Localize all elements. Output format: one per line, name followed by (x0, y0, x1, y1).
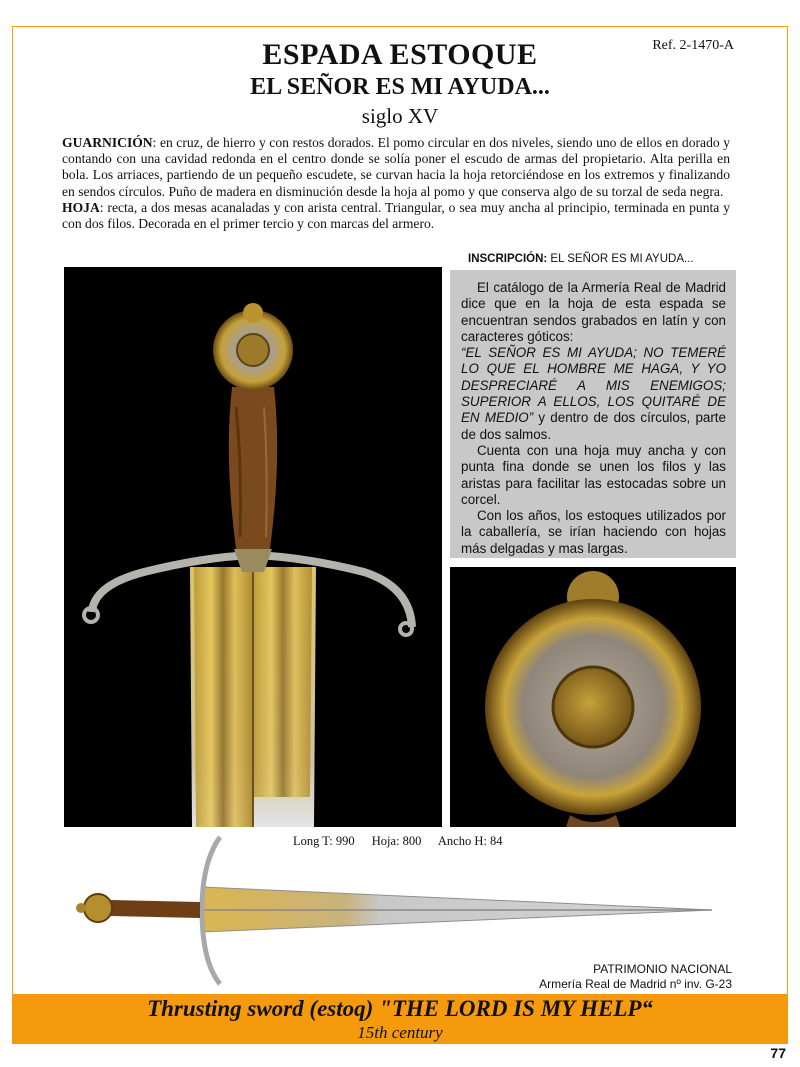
inscription-label: INSCRIPCIÓN: (468, 253, 548, 265)
hoja-text: : recta, a dos mesas acanaladas y con arista central. Triangular, o sea muy ancha al principio, terminada en punta y con dos filos. Decorada en el primer tercio y con marcas del armero. (62, 199, 730, 232)
pommel-illustration (450, 567, 736, 827)
catalog-note-box (450, 270, 736, 558)
sword-hilt-illustration (64, 267, 442, 827)
guarnicion-text: : en cruz, de hierro y con restos dorados. El pomo circular en dos niveles, siendo uno de ellos en dorado y contando con una cavidad redonda en el centro donde se solía poner el escudo de armas del propietario. Alta perilla en bola. Los arriaces, partiendo de un pequeño escudete, se curvan hacia la hoja retorciéndose en los extremos y finalizando en sendos círculos. Puño de madera en disminución desde la hoja al pomo y que conserva algo de su torzal de seda negra. (62, 135, 730, 199)
catalog-note-paragraph-3: Con los años, los estoques utilizados por la caballería, se irían haciendo con hojas más delgadas y mas largas. (461, 508, 726, 556)
catalog-note-paragraph-1 (461, 280, 726, 443)
measure-total-length: Long T: 990 (293, 834, 355, 848)
page-subtitle: EL SEÑOR ES MI AYUDA... (250, 74, 550, 100)
source-credit (539, 962, 732, 992)
catalog-note-paragraph-2: Cuenta con una hoja muy ancha y con punta fina donde se unen los filos y las aristas para facilitar las estocadas sobre un corcel. (461, 442, 726, 507)
inscription-text: EL SEÑOR ES MI AYUDA... (547, 253, 694, 265)
century-label: siglo XV (361, 104, 439, 128)
source-institution: PATRIMONIO NACIONAL (593, 962, 732, 976)
description (62, 135, 730, 232)
english-title-banner (12, 994, 788, 1044)
english-title: Thrusting sword (estoq) "THE LORD IS MY HELP“ (147, 996, 653, 1021)
measure-blade-length: Hoja: 800 (371, 834, 422, 848)
inscription (468, 253, 694, 265)
pommel-closeup-photo (450, 567, 736, 827)
page-number: 77 (770, 1045, 786, 1061)
hoja-label: HOJA (62, 199, 100, 215)
hoja-paragraph (62, 200, 730, 232)
guarnicion-label: GUARNICIÓN (62, 135, 153, 150)
measure-width: Ancho H: 84 (437, 834, 503, 848)
psalm-quote: “EL SEÑOR ES MI AYUDA; NO TEMERÉ LO QUE EL HOMBRE ME HAGA, Y YO DESPRECIARÉ A MIS ENEMIGOS; SUPERIOR A ELLOS, LOS QUITARÉ DE EN MEDIO” (461, 345, 726, 426)
source-inventory: Armería Real de Madrid nº inv. G-23 (539, 977, 732, 991)
catalog-note-intro: El catálogo de la Armería Real de Madrid dice que en la hoja de esta espada se encuentran sendos grabados en latín y con caracteres góticos: (461, 280, 726, 344)
catalog-note-end: y dentro de dos círculos, parte de dos salmos. (461, 410, 726, 442)
english-century: 15th century (357, 1023, 443, 1042)
reference-code: Ref. 2-1470-A (652, 38, 734, 53)
guarnicion-paragraph (62, 135, 730, 200)
sword-hilt-photo (64, 267, 442, 827)
page-title: ESPADA ESTOQUE (262, 38, 538, 71)
